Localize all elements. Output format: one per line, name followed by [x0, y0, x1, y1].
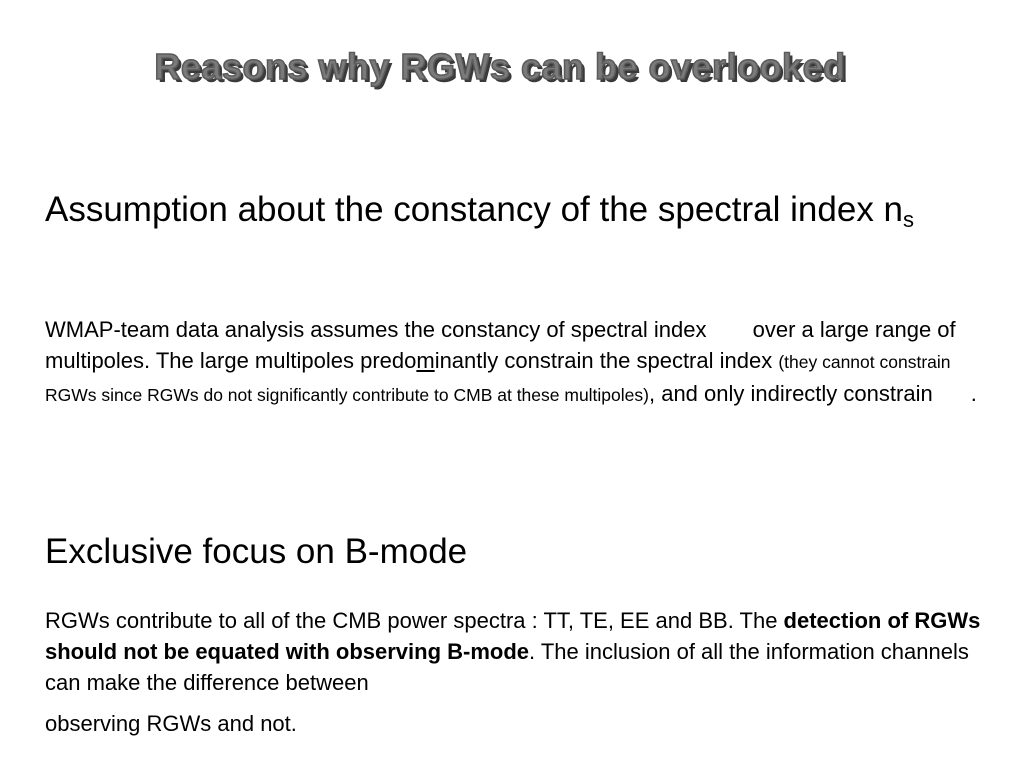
para-text-1: WMAP-team data analysis assumes the constancy of spectral index: [45, 317, 707, 342]
para-small-note: (they cannot constrain RGWs since RGWs do not significantly contribute to CMB at these multipoles): [45, 352, 951, 405]
formula-placeholder-icon: [826, 276, 858, 284]
para-text-2: . The inclusion of all the information channels can make the difference between: [45, 639, 969, 695]
para-underlined-char: m: [416, 348, 435, 373]
section-paragraph-b-mode: [45, 605, 985, 739]
slide-title: Reasons why RGWs can be overlooked: [154, 46, 846, 87]
section-heading-spectral-index: [45, 188, 945, 232]
section-heading-b-mode: Exclusive focus on B-mode: [45, 532, 468, 571]
para-last-line: observing RGWs and not.: [45, 711, 297, 736]
para-text-3: inantly constrain the spectral index: [434, 348, 779, 373]
para-end: .: [970, 381, 977, 406]
para-text-4: , and only indirectly constrain: [648, 381, 933, 406]
section-paragraph-spectral-index: [45, 314, 985, 411]
para-bold-statement: detection of RGWs should not be equated with observing B-mode: [45, 608, 981, 664]
para-text-1: RGWs contribute to all of the CMB power spectra : TT, TE, EE and BB. The: [45, 608, 784, 633]
heading-text: Assumption about the constancy of the spectral index n: [45, 190, 904, 229]
heading-subscript: s: [903, 207, 915, 232]
para-text-2: over a large range of multipoles. The large multipoles predo: [45, 317, 956, 373]
